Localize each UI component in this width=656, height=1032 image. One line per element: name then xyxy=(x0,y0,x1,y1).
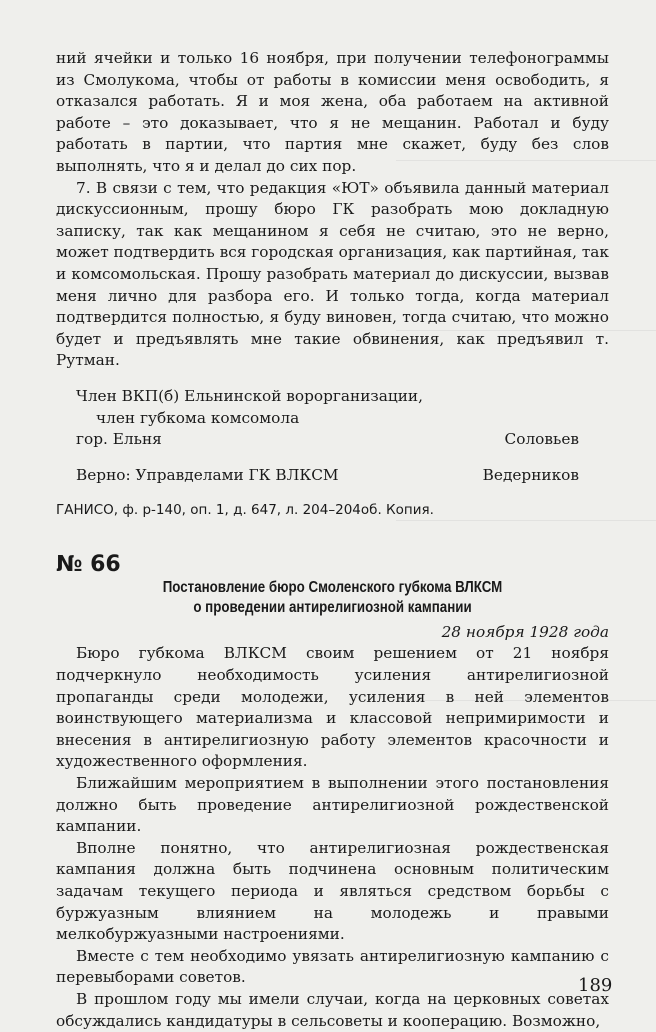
paragraph: Ближайшим мероприятием в выполнении этого постановления должно быть проведение антирелигиозной рождественской кампании. xyxy=(56,774,609,836)
verified-row xyxy=(56,465,609,487)
signature-place: гор. Ельня xyxy=(76,430,162,449)
verified-name: Ведерников xyxy=(482,465,579,484)
verified-label: Верно: Управделами ГК ВЛКСМ xyxy=(76,465,339,484)
page-number: 189 xyxy=(578,975,613,996)
paragraph: ний ячейки и только 16 ноября, при получении телефонограммы из Смолукома, чтобы от работы в комиссии меня освободить, я отказался работать. Я и моя жена, оба работаем на активной работе – это доказывает, что я не мещанин. Работал и буду работать в партии, что партия мне скажет, буду без слов выполнять, что я и делал до сих пор. xyxy=(56,49,609,175)
document-title: о проведении антирелигиозной кампании xyxy=(193,598,472,616)
document-number: № 66 xyxy=(56,551,121,577)
paragraph: 7. В связи с тем, что редакция «ЮТ» объявила данный материал дискуссионным, прошу бюро ГК разобрать мою докладную записку, так как мещанином я себя не считаю, это не верно, может подтвердить вся городская организация, как партийная, так и комсомольская. Прошу разобрать материал до дискуссии, вызвав меня лично для разбора его. И только тогда, когда материал подтвердится полностью, я буду виновен, тогда считаю, что можно будет и предъявлять мне такие обвинения, как предъявил т. Рутман. xyxy=(56,178,609,370)
signature-row xyxy=(56,429,609,451)
paragraph: Вместе с тем необходимо увязать антирелигиозную кампанию с перевыборами советов. xyxy=(56,946,609,987)
archive-reference: ГАНИСО, ф. р-140, оп. 1, д. 647, л. 204–204об. Копия. xyxy=(56,502,434,519)
body-text xyxy=(56,48,609,1032)
signature-line: член губкома комсомола xyxy=(96,408,300,427)
document-title: Постановление бюро Смоленского губкома ВЛКСМ xyxy=(162,578,503,596)
paragraph: Вполне понятно, что антирелигиозная рождественская кампания должна быть подчинена основным политическим задачам текущего периода и являться средством борьбы с буржуазным влиянием на молодежь и правыми мелкобуржуазными настроениями. xyxy=(56,838,609,944)
paragraph: Бюро губкома ВЛКСМ своим решением от 21 ноября подчеркнуло необходимость усиления антирелигиозной пропаганды среди молодежи, усиления в ней элементов воинствующего материализма и классовой непримиримости и внесения в антирелигиозную работу элементов красочности и художественного оформления. xyxy=(56,644,609,771)
signature-line: Член ВКП(б) Ельнинской ворорганизации, xyxy=(76,386,423,405)
document-date: 28 ноября 1928 года xyxy=(441,622,609,641)
signature-name: Соловьев xyxy=(504,430,579,449)
paragraph: В прошлом году мы имели случаи, когда на церковных советах обсуждались кандидатуры в сельсоветы и кооперацию. Возможно, xyxy=(56,989,609,1030)
